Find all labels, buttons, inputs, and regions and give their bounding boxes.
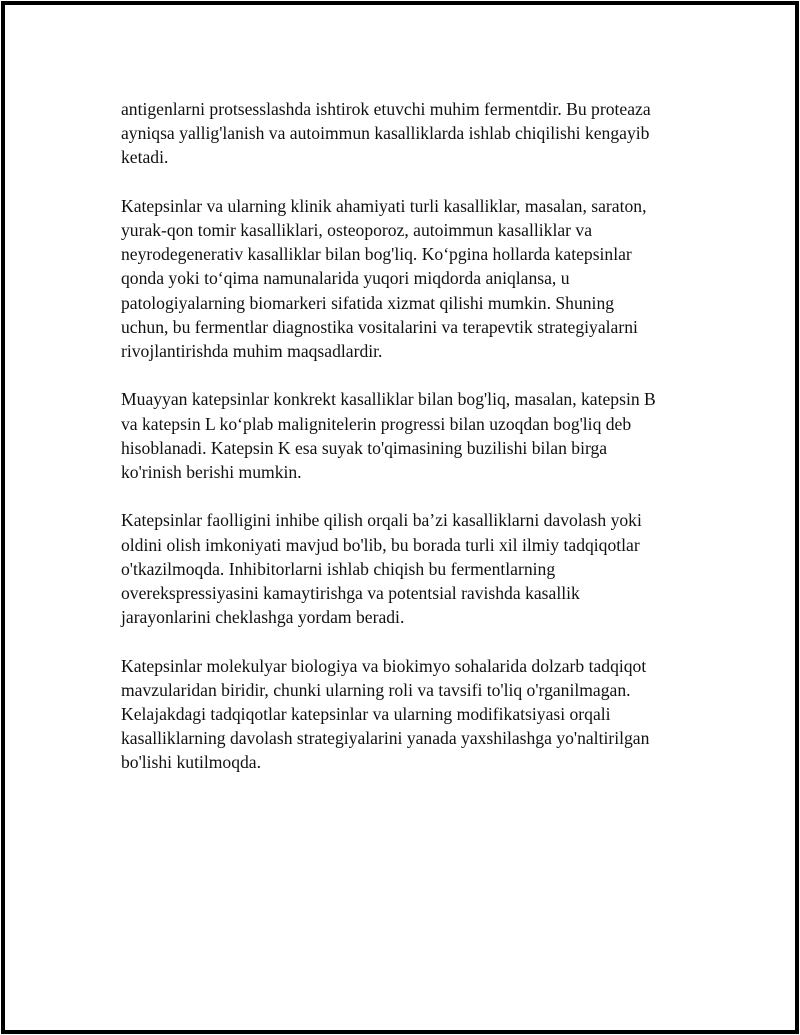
page-border: [1, 1, 799, 1034]
text-line: ko'rinish berishi mumkin.: [121, 462, 302, 483]
paragraph-2: [121, 194, 691, 363]
text-line: Katepsinlar va ularning klinik ahamiyati turli kasalliklar, masalan, saraton,: [121, 195, 647, 216]
text-line: Katepsinlar molekulyar biologiya va biokimyo sohalarida dolzarb tadqiqot: [121, 655, 647, 676]
text-line: Katepsinlar faolligini inhibe qilish orqali ba’zi kasalliklarni davolash yoki: [121, 510, 642, 531]
text-line: qonda yoki to‘qima namunalarida yuqori miqdorda aniqlansa, u: [121, 268, 570, 289]
text-line: yurak-qon tomir kasalliklari, osteoporoz, autoimmun kasalliklar va: [121, 220, 593, 240]
text-line: antigenlarni protsesslashda ishtirok etuvchi muhim fermentdir. Bu proteaza: [121, 99, 651, 119]
text-line: bo'lishi kutilmoqda.: [121, 752, 262, 773]
text-line: rivojlantirishda muhim maqsadlardir.: [121, 341, 383, 362]
text-line: oldini olish imkoniyati mavjud bo'lib, bu borada turli xil ilmiy tadqiqotlar: [121, 534, 640, 555]
text-line: Muayyan katepsinlar konkrekt kasalliklar bilan bog'liq, masalan, katepsin B: [121, 389, 656, 410]
document-body: [121, 97, 691, 799]
paragraph-3: [121, 387, 691, 484]
text-line: uchun, bu fermentlar diagnostika vositalarini va terapevtik strategiyalarni: [121, 316, 638, 337]
text-line: neyrodegenerativ kasalliklar bilan bog'liq. Ko‘pgina hollarda katepsinlar: [121, 244, 632, 265]
text-line: Kelajakdagi tadqiqotlar katepsinlar va ularning modifikatsiyasi orqali: [121, 704, 611, 725]
text-line: ketadi.: [121, 147, 169, 168]
text-line: overekspressiyasini kamaytirishga va potentsial ravishda kasallik: [121, 583, 580, 604]
text-line: kasalliklarning davolash strategiyalarini yanada yaxshilashga yo'naltirilgan: [121, 728, 650, 749]
paragraph-4: [121, 508, 691, 629]
text-line: jarayonlarini cheklashga yordam beradi.: [121, 607, 405, 628]
text-line: ayniqsa yallig'lanish va autoimmun kasalliklarda ishlab chiqilishi kengayib: [121, 123, 650, 144]
text-line: o'tkazilmoqda. Inhibitorlarni ishlab chiqish bu fermentlarning: [121, 558, 556, 579]
text-line: va katepsin L ko‘plab malignitelerin progressi bilan uzoqdan bog'liq deb: [121, 413, 632, 434]
paragraph-5: [121, 654, 691, 775]
text-line: hisoblanadi. Katepsin K esa suyak to'qimasining buzilishi bilan birga: [121, 437, 608, 458]
text-line: patologiyalarning biomarkeri sifatida xizmat qilishi mumkin. Shuning: [121, 292, 615, 313]
paragraph-1: [121, 97, 691, 170]
text-line: mavzularidan biridir, chunki ularning roli va tavsifi to'liq o'rganilmagan.: [121, 679, 631, 700]
